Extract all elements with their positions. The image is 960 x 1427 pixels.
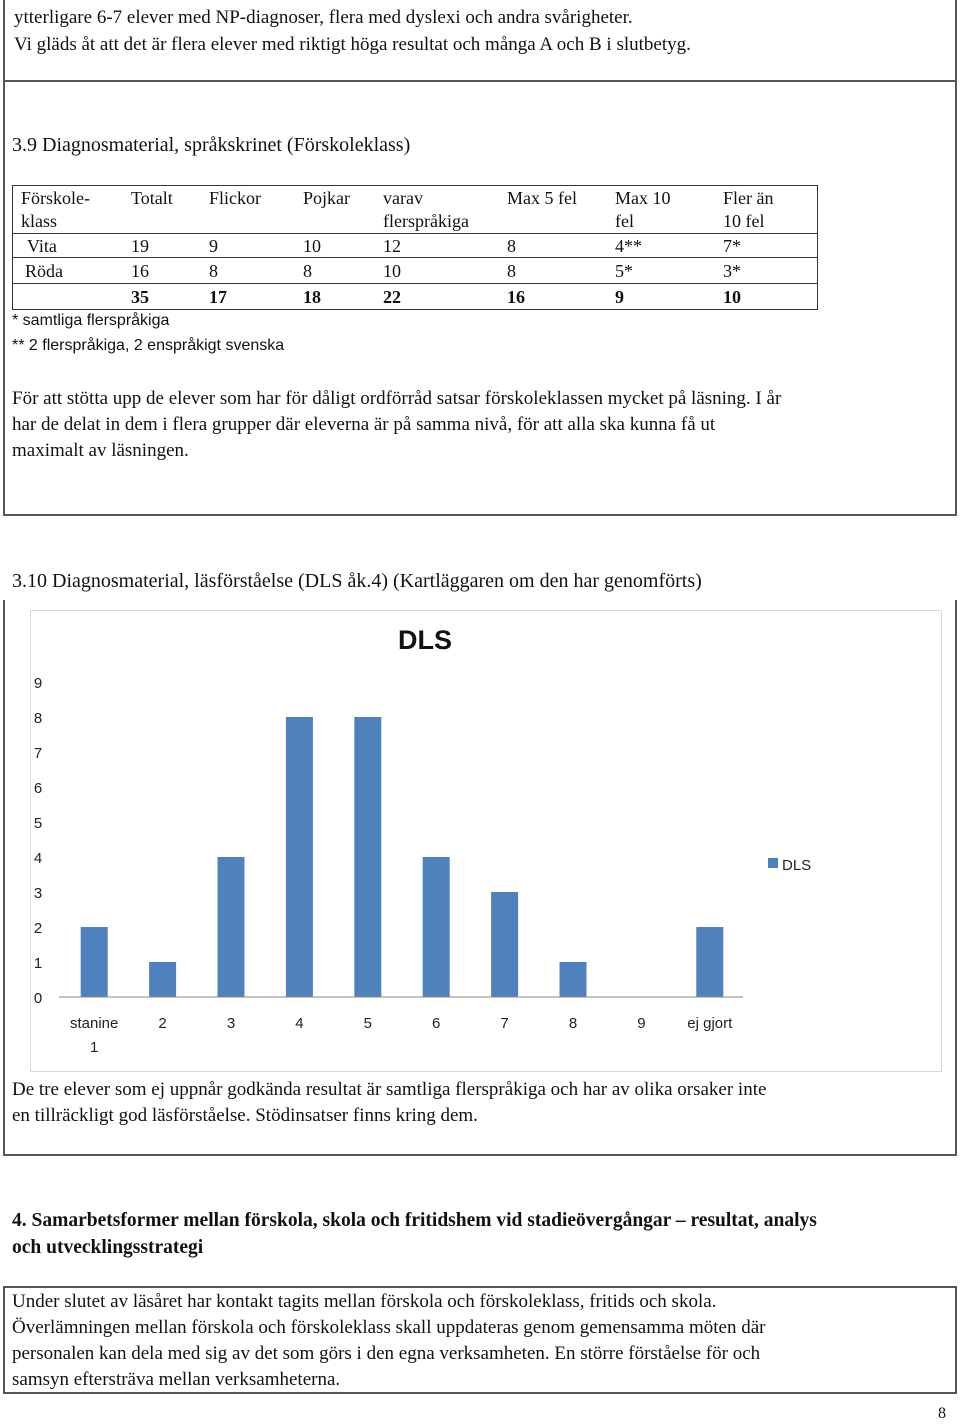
td-sum-flickor: 17 — [209, 287, 227, 307]
td-roda-name: Röda — [25, 261, 63, 281]
bar — [218, 857, 245, 997]
x-tick-label: ej gjort — [687, 1015, 733, 1032]
legend-swatch — [768, 858, 778, 868]
top-line-1: ytterligare 6-7 elever med NP-diagnoser, flera med dyslexi och andra svårigheter. — [14, 7, 633, 28]
y-tick-label: 0 — [33, 990, 43, 1007]
td-roda-flickor: 8 — [209, 261, 218, 281]
th-flickor: Flickor — [209, 188, 261, 208]
td-vita-varav: 12 — [383, 236, 401, 256]
th-fleran-1: Fler än — [723, 188, 774, 208]
section-4-heading-2: och utvecklingsstrategi — [12, 1237, 204, 1258]
x-tick-label: stanine — [70, 1015, 119, 1032]
bar — [560, 962, 587, 997]
th-varav-2: flerspråkiga — [383, 211, 469, 231]
section-3-9-para-2: har de delat in dem i flera grupper där eleverna är på samma nivå, för att alla ska kunna få ut — [12, 414, 716, 435]
section-4-para-3: personalen kan dela med sig av det som görs i den egna verksamheten. En större förståelse för och — [12, 1343, 761, 1364]
td-sum-varav: 22 — [383, 287, 401, 307]
th-max10-1: Max 10 — [615, 188, 671, 208]
td-sum-fleran: 10 — [723, 287, 741, 307]
x-tick-label: 8 — [568, 1015, 578, 1032]
table-note-2: ** 2 flerspråkiga, 2 enspråkigt svenska — [12, 337, 285, 354]
td-vita-totalt: 19 — [131, 236, 149, 256]
td-vita-name: Vita — [27, 236, 57, 256]
th-max10-2: fel — [615, 211, 634, 231]
x-tick-label: 7 — [500, 1015, 509, 1032]
y-tick-label: 6 — [33, 780, 43, 797]
y-tick-label: 7 — [33, 745, 43, 762]
x-tick-label: 5 — [363, 1015, 372, 1032]
th-max5: Max 5 fel — [507, 188, 577, 208]
chart-title: DLS — [398, 625, 452, 655]
th-forskoleklass-1: Förskole- — [21, 188, 90, 208]
y-tick-label: 9 — [33, 675, 43, 692]
y-tick-label: 8 — [33, 710, 43, 727]
th-totalt: Totalt — [131, 188, 173, 208]
section-4-para-4: samsyn eftersträva mellan verksamheterna. — [12, 1369, 341, 1390]
td-vita-max10: 4** — [615, 236, 642, 256]
section-4-heading-1: 4. Samarbetsformer mellan förskola, skola och fritidshem vid stadieövergångar – resultat, analys — [12, 1210, 817, 1231]
x-tick-label: 3 — [226, 1015, 236, 1032]
page-number: 8 — [938, 1405, 946, 1422]
td-sum-pojkar: 18 — [303, 287, 321, 307]
section-4-para-1: Under slutet av läsåret har kontakt tagits mellan förskola och förskoleklass, fritids och skola. — [12, 1291, 717, 1312]
section-3-10-para-2: en tillräckligt god läsförståelse. Stödinsatser finns kring dem. — [12, 1105, 478, 1126]
x-tick-label: 9 — [637, 1015, 646, 1032]
bar — [286, 717, 313, 997]
td-sum-max10: 9 — [615, 287, 624, 307]
section-3-9-heading: 3.9 Diagnosmaterial, språkskrinet (Förskoleklass) — [12, 134, 411, 156]
th-pojkar: Pojkar — [303, 188, 350, 208]
td-vita-pojkar: 10 — [303, 236, 321, 256]
th-fleran-2: 10 fel — [723, 211, 765, 231]
y-tick-label: 3 — [33, 885, 43, 902]
td-vita-max5: 8 — [507, 236, 516, 256]
bar — [491, 892, 518, 997]
y-tick-label: 2 — [33, 920, 43, 937]
x-tick-label: 4 — [295, 1015, 304, 1032]
top-line-2: Vi gläds åt att det är flera elever med riktigt höga resultat och många A och B i slutbetyg. — [14, 34, 691, 55]
td-roda-pojkar: 8 — [303, 261, 312, 281]
td-roda-fleran: 3* — [723, 261, 741, 281]
th-forskoleklass-2: klass — [21, 211, 57, 231]
legend-label: DLS — [782, 857, 812, 874]
section-3-9-para-3: maximalt av läsningen. — [12, 440, 189, 461]
bar — [423, 857, 450, 997]
td-vita-fleran: 7* — [723, 236, 741, 256]
section-3-10-para-1: De tre elever som ej uppnår godkända resultat är samtliga flerspråkiga och har av olika orsaker inte — [12, 1079, 767, 1100]
section-3-10-heading: 3.10 Diagnosmaterial, läsförståelse (DLS åk.4) (Kartläggaren om den har genomförts) — [12, 570, 702, 592]
bar — [696, 927, 723, 997]
section-3-9-para-1: För att stötta upp de elever som har för dåligt ordförråd satsar förskoleklassen mycket på läsning. I år — [12, 388, 782, 409]
table-note-1: * samtliga flerspråkiga — [12, 312, 170, 329]
th-varav-1: varav — [383, 188, 423, 208]
x-tick-label: 2 — [158, 1015, 167, 1032]
td-roda-max10: 5* — [615, 261, 633, 281]
section-4-para-2: Överlämningen mellan förskola och förskoleklass skall uppdateras genom gemensamma möten där — [12, 1317, 766, 1338]
y-tick-label: 5 — [33, 815, 43, 832]
bar — [354, 717, 381, 997]
x-tick-label: 1 — [90, 1039, 99, 1056]
y-tick-label: 4 — [33, 850, 43, 867]
td-roda-max5: 8 — [507, 261, 516, 281]
td-sum-max5: 16 — [507, 287, 525, 307]
x-tick-label: 6 — [432, 1015, 441, 1032]
td-roda-totalt: 16 — [131, 261, 149, 281]
y-tick-label: 1 — [33, 955, 43, 972]
td-sum-totalt: 35 — [131, 287, 149, 307]
td-vita-flickor: 9 — [209, 236, 218, 256]
bar — [149, 962, 176, 997]
td-roda-varav: 10 — [383, 261, 401, 281]
bar — [81, 927, 108, 997]
